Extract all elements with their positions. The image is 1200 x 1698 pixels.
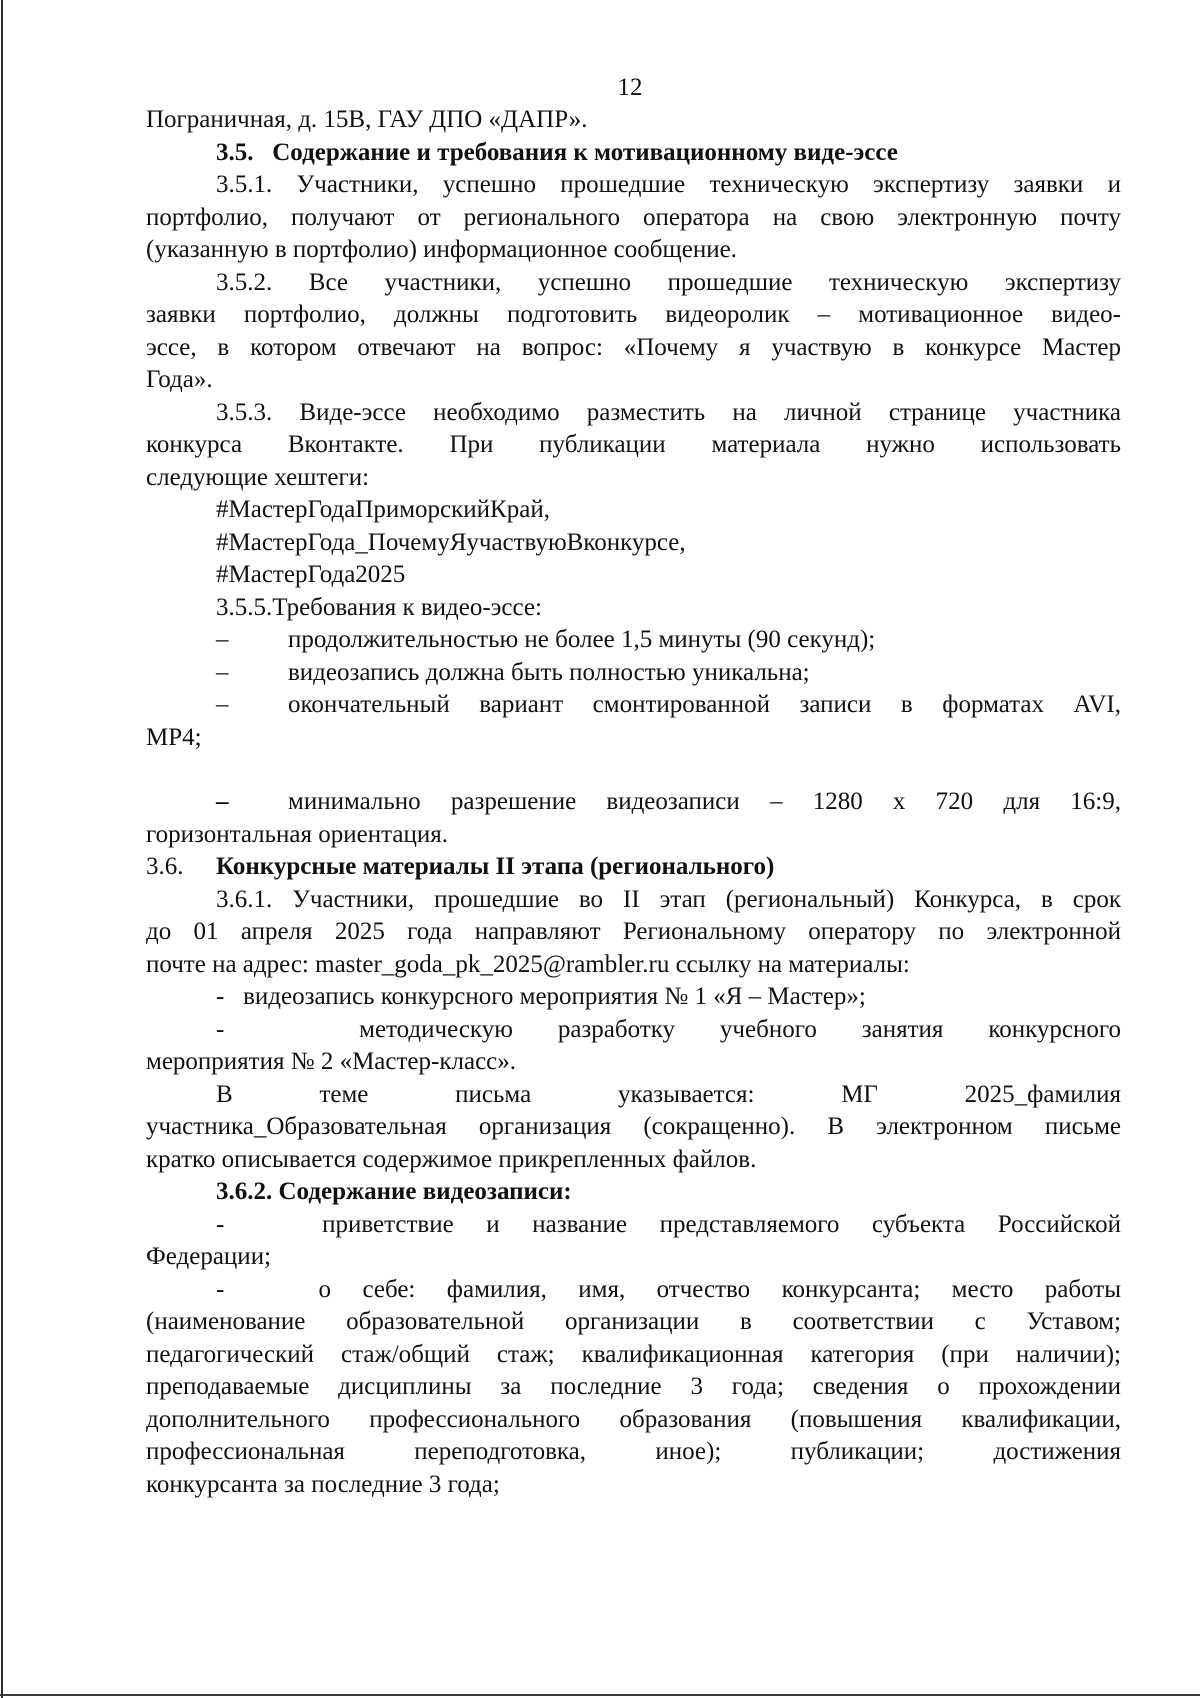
list-item: – видеозапись должна быть полностью уникальна; xyxy=(146,657,1121,690)
page-number: 12 xyxy=(617,74,643,101)
hyphen-marker: - xyxy=(216,1210,225,1238)
dash-marker: – xyxy=(216,788,229,815)
paragraph-3-6-1: 3.6.1. Участники, прошедшие во II этап (региональный) Конкурса, в срок до 01 апреля 2025 года направляют Региональному оператору по электронной почте на адрес: master_goda_pk_2025@rambler.ru ссылку на материалы: xyxy=(146,885,1121,978)
address-line: Пограничная, д. 15В, ГАУ ДПО «ДАПР». xyxy=(146,106,588,133)
hyphen-marker: - xyxy=(216,1275,225,1303)
dash-marker: – xyxy=(216,691,229,718)
list-item: - видеозапись конкурсного мероприятия № 1 «Я – Мастер»; xyxy=(216,983,866,1010)
section-3-6-2-heading: 3.6.2. Содержание видеозаписи: xyxy=(216,1178,572,1205)
document-body xyxy=(146,104,1121,1501)
list-item: – окончательный вариант смонтированной записи в форматах AVI, MP4; xyxy=(146,691,1121,751)
dash-marker: – xyxy=(216,658,229,686)
list-item: - приветствие и название представляемого субъекта Российской Федерации; xyxy=(146,1210,1122,1270)
scan-edge-bottom xyxy=(0,1694,1200,1696)
list-item: – минимально разрешение видеозаписи – 1280 х 720 для 16:9, горизонтальная ориентация. xyxy=(146,788,1121,848)
requirements-title: 3.5.5.Требования к видео-эссе: xyxy=(216,593,542,621)
section-3-6-heading: 3.6. Конкурсные материалы II этапа (регионального) xyxy=(146,853,775,880)
scan-edge-left xyxy=(1,0,3,1698)
hyphen-marker: - xyxy=(216,1015,225,1043)
paragraph-3-5-1: 3.5.1. Участники, успешно прошедшие техническую экспертизу заявки и портфолио, получают от регионального оператора на свою электронную почту (указанную в портфолио) информационное сообщение. xyxy=(146,171,1121,263)
hashtag: #МастерГода2025 xyxy=(216,561,406,588)
paragraph-3-5-2: 3.5.2. Все участники, успешно прошедшие техническую экспертизу заявки портфолио, должны подготовить видеоролик – мотивационное видео- эссе, в котором отвечают на вопрос: «Почему я участвую в конкурсе Мастер Года». xyxy=(146,268,1121,393)
list-item: – продолжительностью не более 1,5 минуты (90 секунд); xyxy=(146,624,1121,657)
hashtag: #МастерГодаПриморскийКрай, xyxy=(216,496,550,523)
list-item: - методическую разработку учебного занятия конкурсного мероприятия № 2 «Мастер-класс». xyxy=(146,1015,1122,1075)
hyphen-marker: - xyxy=(216,983,225,1010)
paragraph-3-5-3: 3.5.3. Виде-эссе необходимо разместить на личной странице участника конкурса Вконтакте. При публикации материала нужно использовать следующие хештеги: xyxy=(146,398,1121,491)
list-item: - о себе: фамилия, имя, отчество конкурсанта; место работы (наименование образовательной организации в соответствии с Уставом; педагогический стаж/общий стаж; квалификационная категория (при наличии); преподаваемые дисциплины за последние 3 года; сведения о прохождении дополнительного профессионального образования (повышения квалификации, профессиональная переподготовка, иное); публикации; достижения конкурсанта за последние 3 года; xyxy=(146,1275,1122,1498)
email-subject-paragraph: В теме письма указывается: МГ 2025_фамилия участника_Образовательная организация (сокращенно). В электронном письме кратко описывается содержимое прикрепленных файлов. xyxy=(146,1080,1121,1173)
dash-marker: – xyxy=(216,626,229,653)
hashtag: #МастерГода_ПочемуЯучаствуюВконкурсе, xyxy=(216,528,686,556)
section-3-5-heading: 3.5. Содержание и требования к мотивационному виде-эссе xyxy=(216,138,898,166)
